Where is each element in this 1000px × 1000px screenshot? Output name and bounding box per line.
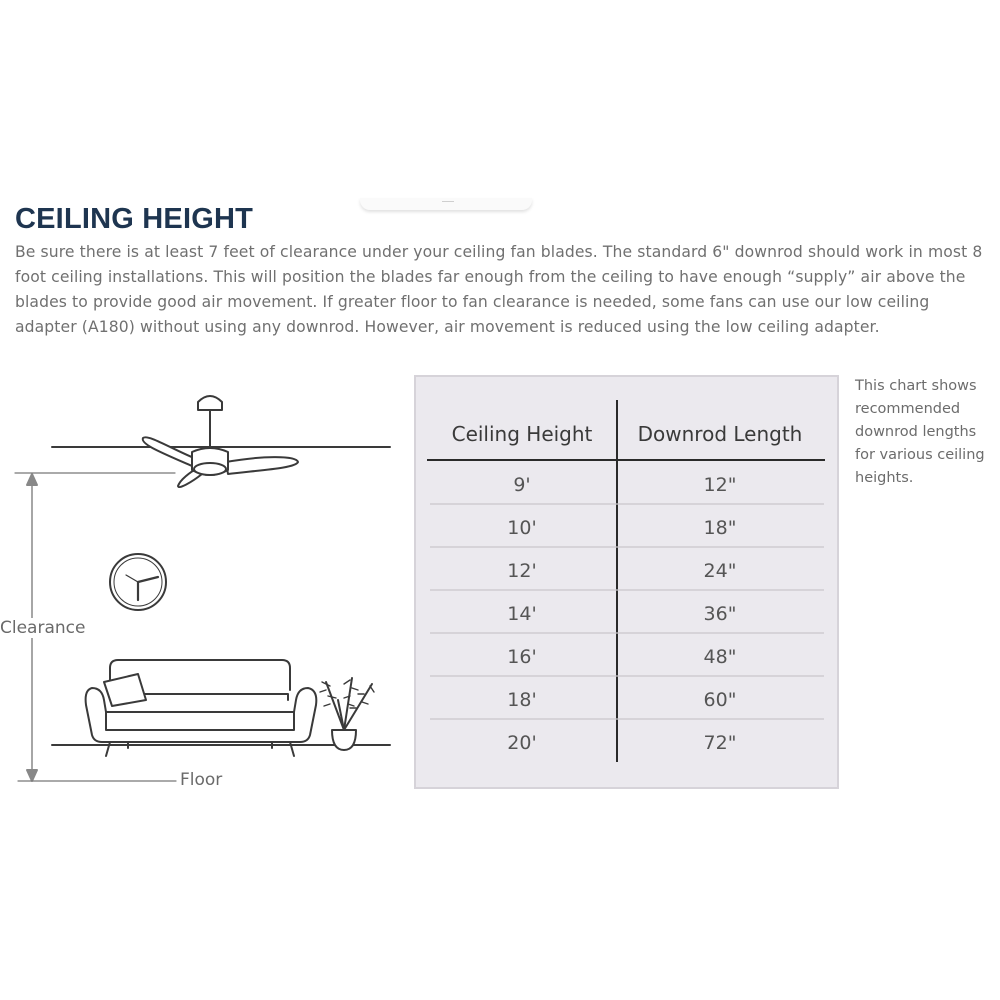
cell-ceiling-height: 12' [507,560,537,582]
intro-paragraph: Be sure there is at least 7 feet of clearance under your ceiling fan blades. The standard 6" downrod should work in most 8 foot ceiling installations. This will position the blades far enough from the ceiling to have enough “supply” air above the blades to provide good air movement. If greater floor to fan clearance is needed, some fans can use our low ceiling adapter (A180) without using any downrod. However, air movement is reduced using the low ceiling adapter. [15,243,983,336]
cell-downrod-length: 48" [703,646,737,668]
header-ceiling-height: Ceiling Height [451,422,593,446]
cell-downrod-length: 72" [703,732,737,754]
cell-downrod-length: 12" [703,474,737,496]
cell-ceiling-height: 9' [513,474,531,496]
cell-downrod-length: 36" [703,603,737,625]
cell-downrod-length: 60" [703,689,737,711]
cell-ceiling-height: 20' [507,732,537,754]
cell-ceiling-height: 14' [507,603,537,625]
cell-ceiling-height: 10' [507,517,537,539]
section-title: CEILING HEIGHT [15,203,254,235]
cell-ceiling-height: 18' [507,689,537,711]
cell-ceiling-height: 16' [507,646,537,668]
chart-note: This chart shows recommended downrod lengths for various ceiling heights. [855,378,985,486]
cell-downrod-length: 24" [703,560,737,582]
cell-downrod-length: 18" [703,517,737,539]
header-downrod-length: Downrod Length [637,422,803,446]
clearance-label: Clearance [0,618,86,638]
floor-label: Floor [180,770,223,790]
